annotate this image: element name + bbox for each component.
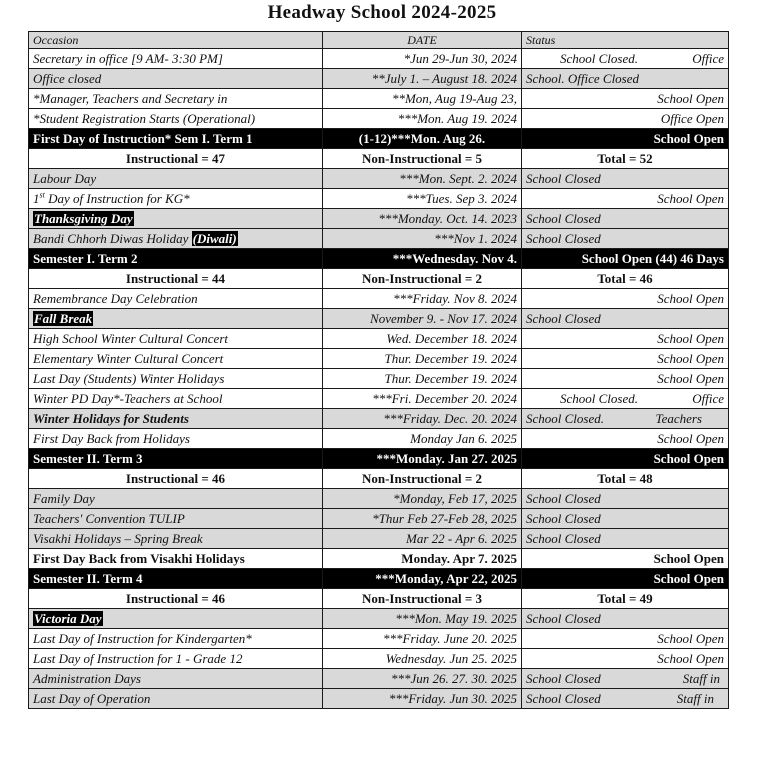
- date-cell: ***Nov 1. 2024: [323, 229, 522, 249]
- date-cell: Monday. Apr 7. 2025: [323, 549, 522, 569]
- date-cell: ***Friday. Jun 30. 2025: [323, 689, 522, 709]
- date-cell: **Mon, Aug 19-Aug 23,: [323, 89, 522, 109]
- date-cell: ***Mon. Sept. 2. 2024: [323, 169, 522, 189]
- table-row: [29, 389, 729, 409]
- table-row: [29, 49, 729, 69]
- date-cell: Mar 22 - Apr 6. 2025: [323, 529, 522, 549]
- occasion-cell: Winter PD Day*-Teachers at School: [29, 389, 323, 409]
- non-instructional-count: Non-Instructional = 5: [323, 149, 522, 169]
- instructional-count: Instructional = 46: [29, 589, 323, 609]
- status-cell: School Open: [522, 369, 729, 389]
- date-cell: **July 1. – August 18. 2024: [323, 69, 522, 89]
- occasion-cell: *Manager, Teachers and Secretary in: [29, 89, 323, 109]
- status-cell: School Closed: [522, 169, 729, 189]
- occasion-cell: Semester II. Term 4: [29, 569, 323, 589]
- occasion-cell: Semester II. Term 3: [29, 449, 323, 469]
- occasion-cell: [29, 209, 323, 229]
- table-row: [29, 309, 729, 329]
- date-cell: ***Fri. December 20. 2024: [323, 389, 522, 409]
- status-cell: School Open: [522, 189, 729, 209]
- date-cell: Monday Jan 6. 2025: [323, 429, 522, 449]
- occasion-cell: [29, 229, 323, 249]
- status-cell: School Open: [522, 549, 729, 569]
- status-cell: Office Open: [522, 109, 729, 129]
- status-cell: [522, 49, 729, 69]
- table-row: [29, 89, 729, 109]
- table-header-row: [29, 32, 729, 49]
- occasion-cell: Visakhi Holidays – Spring Break: [29, 529, 323, 549]
- occasion-cell: Winter Holidays for Students: [29, 409, 323, 429]
- status-cell: School Closed: [522, 609, 729, 629]
- occasion-cell: High School Winter Cultural Concert: [29, 329, 323, 349]
- status-left: School Closed.: [526, 411, 604, 426]
- instructional-count: Instructional = 46: [29, 469, 323, 489]
- date-cell: Wed. December 18. 2024: [323, 329, 522, 349]
- table-row: [29, 229, 729, 249]
- table-row: [29, 409, 729, 429]
- table-row: [29, 329, 729, 349]
- date-cell: ***Tues. Sep 3. 2024: [323, 189, 522, 209]
- occasion-cell: Semester I. Term 2: [29, 249, 323, 269]
- header-occasion: Occasion: [29, 32, 323, 49]
- status-cell: School Open: [522, 429, 729, 449]
- date-cell: ***Jun 26. 27. 30. 2025: [323, 669, 522, 689]
- status-right: Teachers: [655, 411, 702, 426]
- occasion-cell: First Day of Instruction* Sem I. Term 1: [29, 129, 323, 149]
- status-cell: School Open (44) 46 Days: [522, 249, 729, 269]
- status-cell: School Closed: [522, 509, 729, 529]
- page-title: Headway School 2024-2025: [267, 2, 497, 23]
- status-cell: School Closed: [522, 229, 729, 249]
- occasion-text: Day of Instruction for KG*: [44, 191, 190, 206]
- status-cell: School Closed: [522, 529, 729, 549]
- table-row: [29, 209, 729, 229]
- status-cell: School Closed: [522, 209, 729, 229]
- table-row: [29, 369, 729, 389]
- status-cell: School Open: [522, 649, 729, 669]
- date-cell: Thur. December 19. 2024: [323, 369, 522, 389]
- term-row: [29, 129, 729, 149]
- occasion-cell: Last Day of Operation: [29, 689, 323, 709]
- status-cell: School. Office Closed: [522, 69, 729, 89]
- occasion-cell: Last Day of Instruction for Kindergarten*: [29, 629, 323, 649]
- total-count: Total = 52: [522, 149, 729, 169]
- occasion-text: Bandi Chhorh Diwas Holiday: [33, 231, 192, 246]
- occasion-cell: Secretary in office [9 AM- 3:30 PM]: [29, 49, 323, 69]
- occasion-cell: [29, 609, 323, 629]
- instructional-count: Instructional = 47: [29, 149, 323, 169]
- date-cell: ***Mon. May 19. 2025: [323, 609, 522, 629]
- status-left: School Closed: [526, 671, 601, 686]
- status-left: School Closed: [526, 691, 601, 706]
- table-row: [29, 349, 729, 369]
- highlighted-occasion: Victoria Day: [34, 611, 102, 626]
- status-right: Staff in: [676, 691, 714, 706]
- occasion-cell: Teachers' Convention TULIP: [29, 509, 323, 529]
- date-cell: ***Mon. Aug 19. 2024: [323, 109, 522, 129]
- date-cell: Wednesday. Jun 25. 2025: [323, 649, 522, 669]
- status-cell: School Open: [522, 569, 729, 589]
- status-cell: [522, 389, 729, 409]
- table-row: [29, 429, 729, 449]
- table-row: [29, 529, 729, 549]
- non-instructional-count: Non-Instructional = 3: [323, 589, 522, 609]
- date-cell: ***Monday. Jan 27. 2025: [323, 449, 522, 469]
- date-cell: *Monday, Feb 17, 2025: [323, 489, 522, 509]
- ordinal-number: 1: [33, 191, 40, 206]
- table-row: [29, 109, 729, 129]
- table-row: [29, 169, 729, 189]
- status-cell: [522, 669, 729, 689]
- status-cell: School Open: [522, 349, 729, 369]
- occasion-cell: First Day Back from Visakhi Holidays: [29, 549, 323, 569]
- occasion-cell: [29, 309, 323, 329]
- occasion-cell: Elementary Winter Cultural Concert: [29, 349, 323, 369]
- date-cell: ***Friday. Dec. 20. 2024: [323, 409, 522, 429]
- total-count: Total = 49: [522, 589, 729, 609]
- highlighted-occasion: (Diwali): [192, 231, 237, 246]
- table-row: [29, 649, 729, 669]
- occasion-cell: [29, 189, 323, 209]
- status-left: School Closed.: [560, 51, 638, 66]
- table-row: [29, 489, 729, 509]
- table-row: [29, 189, 729, 209]
- date-cell: (1-12)***Mon. Aug 26.: [323, 129, 522, 149]
- table-row: [29, 689, 729, 709]
- term-row: [29, 249, 729, 269]
- table-row: [29, 549, 729, 569]
- status-cell: [522, 689, 729, 709]
- occasion-cell: Remembrance Day Celebration: [29, 289, 323, 309]
- table-row: [29, 509, 729, 529]
- date-cell: November 9. - Nov 17. 2024: [323, 309, 522, 329]
- school-calendar-table: [28, 31, 729, 709]
- header-date: DATE: [323, 32, 522, 49]
- date-cell: *Jun 29-Jun 30, 2024: [323, 49, 522, 69]
- instructional-count: Instructional = 44: [29, 269, 323, 289]
- status-cell: School Open: [522, 289, 729, 309]
- table-row: [29, 69, 729, 89]
- status-right: Office: [692, 391, 724, 406]
- occasion-cell: Family Day: [29, 489, 323, 509]
- status-right: Office: [692, 51, 724, 66]
- term-row: [29, 569, 729, 589]
- non-instructional-count: Non-Instructional = 2: [323, 469, 522, 489]
- status-left: School Closed.: [560, 391, 638, 406]
- status-cell: School Open: [522, 629, 729, 649]
- highlighted-occasion: Fall Break: [34, 311, 93, 326]
- occasion-cell: *Student Registration Starts (Operational): [29, 109, 323, 129]
- date-cell: Thur. December 19. 2024: [323, 349, 522, 369]
- total-count: Total = 46: [522, 269, 729, 289]
- table-row: [29, 629, 729, 649]
- date-cell: ***Friday. Nov 8. 2024: [323, 289, 522, 309]
- count-row: [29, 469, 729, 489]
- date-cell: *Thur Feb 27-Feb 28, 2025: [323, 509, 522, 529]
- header-status: Status: [522, 32, 729, 49]
- date-cell: ***Monday. Oct. 14. 2023: [323, 209, 522, 229]
- status-cell: [522, 409, 729, 429]
- table-row: [29, 669, 729, 689]
- highlighted-occasion: Thanksgiving Day: [34, 211, 133, 226]
- occasion-cell: Last Day (Students) Winter Holidays: [29, 369, 323, 389]
- ordinal-suffix: st: [39, 190, 45, 200]
- occasion-cell: First Day Back from Holidays: [29, 429, 323, 449]
- non-instructional-count: Non-Instructional = 2: [323, 269, 522, 289]
- occasion-cell: Office closed: [29, 69, 323, 89]
- count-row: [29, 269, 729, 289]
- occasion-cell: Labour Day: [29, 169, 323, 189]
- count-row: [29, 149, 729, 169]
- status-cell: School Closed: [522, 489, 729, 509]
- date-cell: ***Friday. June 20. 2025: [323, 629, 522, 649]
- date-cell: ***Monday, Apr 22, 2025: [323, 569, 522, 589]
- total-count: Total = 48: [522, 469, 729, 489]
- date-cell: ***Wednesday. Nov 4.: [323, 249, 522, 269]
- status-cell: School Open: [522, 129, 729, 149]
- status-cell: School Open: [522, 329, 729, 349]
- table-row: [29, 609, 729, 629]
- status-cell: School Open: [522, 89, 729, 109]
- status-cell: School Closed: [522, 309, 729, 329]
- occasion-cell: Last Day of Instruction for 1 - Grade 12: [29, 649, 323, 669]
- status-cell: School Open: [522, 449, 729, 469]
- term-row: [29, 449, 729, 469]
- occasion-cell: Administration Days: [29, 669, 323, 689]
- table-row: [29, 289, 729, 309]
- count-row: [29, 589, 729, 609]
- status-right: Staff in: [682, 671, 720, 686]
